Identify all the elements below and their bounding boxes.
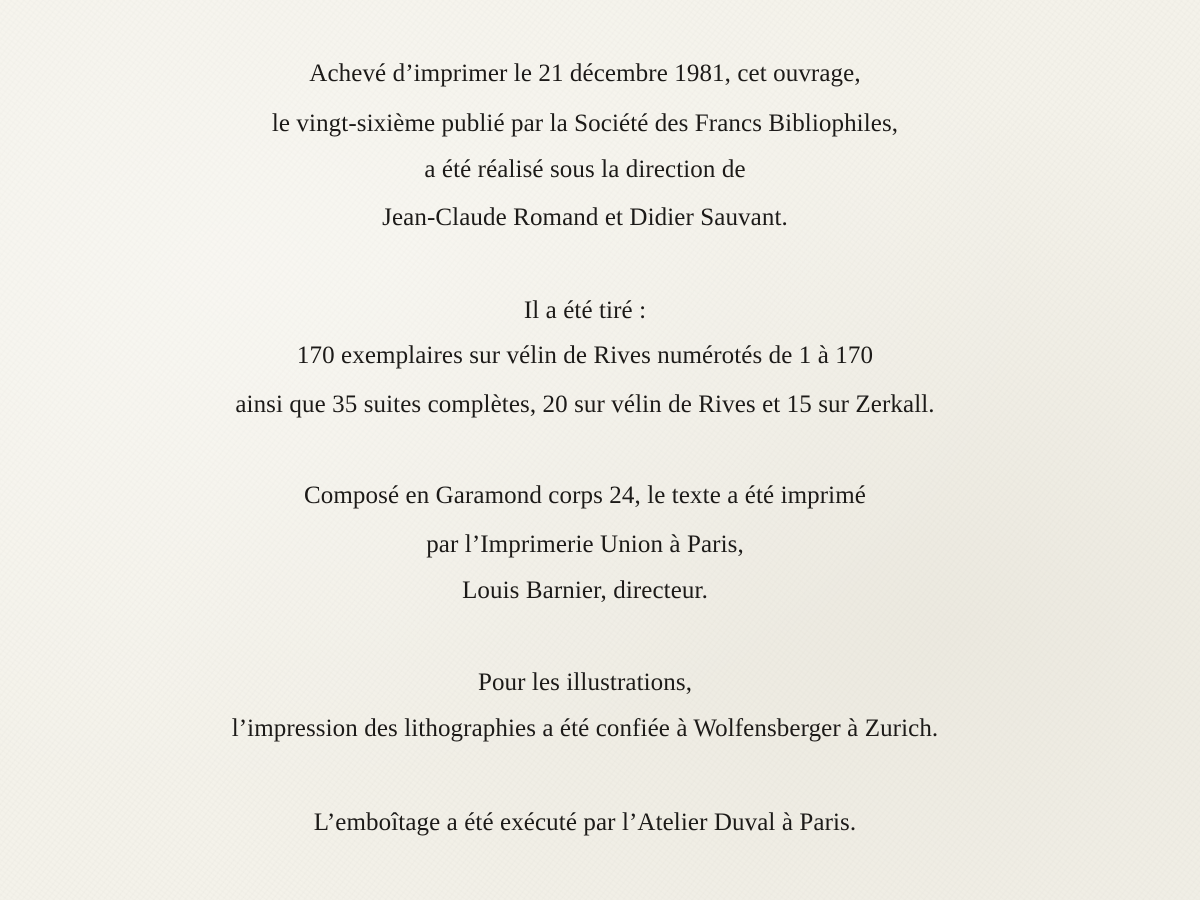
colophon-line-print-run-heading: Il a été tiré :: [523, 297, 647, 324]
colophon-line-typeface: Composé en Garamond corps 24, le texte a été imprimé: [304, 482, 866, 509]
colophon-line-printer-director: Louis Barnier, directeur.: [462, 577, 708, 604]
colophon-line-illustrations: Pour les illustrations,: [477, 669, 693, 696]
colophon-line-binding: L’emboîtage a été exécuté par l’Atelier Duval à Paris.: [313, 809, 857, 836]
colophon-line-suites: ainsi que 35 suites complètes, 20 sur vélin de Rives et 15 sur Zerkall.: [235, 391, 935, 418]
colophon-line-direction: a été réalisé sous la direction de: [424, 156, 746, 183]
colophon-line-directors: Jean-Claude Romand et Didier Sauvant.: [382, 204, 788, 231]
colophon-line-printing-date: Achevé d’imprimer le 21 décembre 1981, cet ouvrage,: [309, 60, 861, 87]
colophon-line-copies: 170 exemplaires sur vélin de Rives numérotés de 1 à 170: [296, 342, 874, 369]
colophon-line-printer: par l’Imprimerie Union à Paris,: [426, 531, 744, 558]
colophon-line-publisher: le vingt-sixième publié par la Société des Francs Bibliophiles,: [271, 110, 899, 137]
colophon-line-lithographs: l’impression des lithographies a été confiée à Wolfensberger à Zurich.: [231, 715, 939, 742]
